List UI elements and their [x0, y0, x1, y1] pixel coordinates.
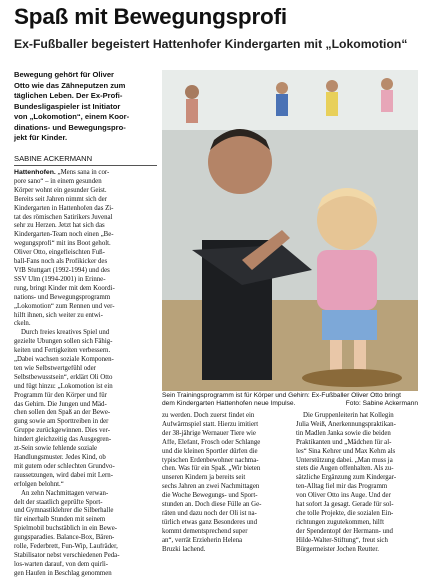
article-photo	[162, 70, 418, 391]
text-line: An zehn Nachmittagen verwan-	[21, 489, 109, 497]
text-line: Kindergarten in Hattenhofen das Zi-	[14, 204, 114, 212]
text-line: los-warten darauf, von dem quirli-	[14, 560, 109, 568]
article-lead	[14, 70, 157, 144]
text-line: Bruzki lachend.	[162, 545, 206, 553]
text-line: „Lokomotion“ zum Rennen und ver-	[14, 302, 115, 310]
lead-line: täglichen Leben. Der Ex-Profi-	[14, 91, 123, 100]
text-line: gungsparadies. Balance-Box, Bären-	[14, 534, 115, 542]
text-line: hindert gleichzeitig das Ausgegren-	[14, 436, 112, 444]
text-line: an“, verrät Erzieherin Helena	[162, 536, 243, 544]
text-line: che tolle Projekte, die sozialen Ein-	[296, 509, 394, 517]
text-line: nations- und Bewegungsprogramm	[14, 293, 111, 301]
text-line: gezielte Übungen sollen sich Fähig-	[14, 338, 113, 346]
text-line: richtungen zugutekommen, hilft	[296, 518, 384, 526]
text-line: unseren Kindern ja bereits seit	[162, 474, 246, 482]
text-line: Spielmobil buchstäblich in ein Bewe-	[14, 525, 118, 533]
text-line: Handlungsmuster. Jedes Kind, ob	[14, 454, 106, 461]
text-line: Stabilisator nebst verschiedenen Peda-	[14, 551, 120, 559]
lead-line: Bewegung gehört für Oliver	[14, 70, 114, 79]
text-line: gen Haufen in Beschlag genommen	[14, 569, 112, 577]
text-line: Affe, Elefant, Frosch oder Schlange	[162, 438, 261, 446]
text-line: Bereits seit Jahren nimmt sich der	[14, 195, 107, 203]
article-headline: Spaß mit Bewegungsprofi	[14, 4, 287, 29]
text-column-3	[296, 412, 418, 555]
text-line: delt der staatlich geprüfte Sport-	[14, 498, 103, 506]
text-line	[14, 169, 157, 178]
text-line: stunden an. Doch diese Fülle an Ge-	[162, 501, 262, 509]
photo-credit: Foto: Sabine Ackermann	[345, 400, 418, 408]
text-line: ball-Fans noch als Profikicker des	[14, 258, 108, 266]
text-column-1	[14, 169, 157, 579]
text-line: und die kleinen Sportler dürfen die	[162, 447, 258, 455]
text-line: zu werden. Doch zuerst findet ein	[162, 412, 255, 419]
text-line: räten und dazu noch der Oli ist na-	[162, 509, 257, 517]
text-line: tin Madlen Janka sowie die beiden	[296, 429, 391, 437]
text-line: Oliver Otto, eingefleischten Fuß-	[14, 249, 105, 257]
text-line: keiten und Fertigkeiten verbessern.	[14, 347, 111, 355]
text-line: mit gutem oder schlechten Grundvo-	[14, 462, 115, 470]
text-line: hilft ihnen, sich weiter zu entwi-	[14, 311, 103, 319]
text-line: türlich etwas ganz Besonderes und	[162, 518, 258, 526]
gym-wall	[162, 70, 418, 130]
text-line: die Woche Bewegungs- und Sport-	[162, 492, 258, 500]
dateline: Hattenhofen.	[14, 169, 56, 176]
text-line: das Gehirn. Die Jungen und Mäd-	[14, 400, 107, 408]
text-line: sätzliche Ergänzung zum Kindergar-	[296, 474, 397, 482]
text-line: und Gymnastiklehrer die Silberhalle	[14, 507, 114, 515]
text-line: und fügt hinzu: „Lokomotion ist ein	[14, 382, 113, 390]
lead-line: jekt für Kinder.	[14, 133, 68, 142]
text-line: Durch freies kreatives Spiel und	[21, 329, 110, 337]
text-line: gung sowie am Sporttreiben in der	[14, 418, 109, 426]
text-line: sechs Jahren an zwei Nachmittagen	[162, 483, 260, 491]
text-line: pore sano“ – in einem gesunden	[14, 177, 102, 185]
caption-line	[162, 400, 418, 408]
text-line-rest: „Mens sana in cor-	[55, 169, 110, 176]
text-line: Selbstbewusstsein“, erklärt Oli Otto	[14, 373, 113, 381]
text-line: rolle, Federbrett, Fun-Wip, Laufräder,	[14, 543, 118, 551]
photo-illustration	[162, 70, 418, 391]
text-line: der Spendentopf der Hermann- und	[296, 527, 393, 535]
text-line: stets die Augen offenhalten. Als zu-	[296, 465, 394, 473]
text-line: Praktikanten und „Mädchen für al-	[296, 438, 392, 446]
text-line: kommt dementsprechend super	[162, 527, 248, 535]
text-line: les“ Sina Kehrer und Max Kehm als	[296, 447, 396, 455]
text-line: zt-Sein sowie fehlende soziale	[14, 445, 98, 453]
text-line: „Dabei wachsen soziale Komponen-	[14, 356, 114, 364]
text-line: Gruppe zurückgewinnen. Dies ver-	[14, 427, 111, 435]
text-line: für einerhalb Stunden mit seinem	[14, 516, 106, 524]
photo-caption	[162, 392, 418, 409]
balance-board	[302, 369, 402, 387]
text-line: ckeln.	[14, 320, 31, 328]
text-line: ten wie Selbstwertgefühl oder	[14, 364, 96, 372]
text-line: hat sofort Ja gesagt. Gerade für sol-	[296, 501, 394, 509]
lead-line: Bundesligaspieler ist Initiator	[14, 101, 121, 111]
lead-line: dinations- und Bewegungspro-	[14, 122, 126, 132]
text-line: sehr zu Herzen. Jetzt hat sich das	[14, 222, 105, 230]
text-line: raussetzungen, wird dabei mit Lern-	[14, 471, 114, 479]
text-line: SSV Ulm (1994-2001) in Erinne-	[14, 275, 106, 283]
article-subheadline: Ex-Fußballer begeistert Hattenhofer Kindergarten mit „Lokomotion“	[14, 37, 408, 51]
caption-line: Sein Trainingsprogramm ist für Körper und Gehirn: Ex-Fußballer Oliver Otto bringt	[162, 392, 401, 399]
text-line: wegungsprofi“ mit ins Boot geholt.	[14, 240, 111, 248]
text-column-2	[162, 412, 290, 555]
text-line: erfolgen belohnt.“	[14, 480, 64, 488]
text-line: VfB Stuttgart (1992-1994) und des	[14, 266, 110, 274]
caption-text: dem Kindergarten Hattenhofen neue Impulse.	[162, 400, 296, 408]
text-line: der 38-jährige Wernauer Tiere wie	[162, 429, 256, 437]
text-line: chen sollen den Spaß an der Bewe-	[14, 409, 111, 417]
lead-line: von „Lokomotion“, einem Koor-	[14, 112, 130, 121]
text-line: Julia Weiß, Anerkennungspraktikan-	[296, 420, 396, 428]
text-line: Aufwärmspiel statt. Hierzu imitiert	[162, 420, 259, 428]
text-line: Bürgermeister Jochen Reutter.	[296, 545, 379, 553]
text-line: Körper wohnt ein gesunder Geist.	[14, 186, 107, 194]
text-line: typischen Erdenbewohner nachma-	[162, 456, 259, 464]
text-line: Kindergarten-Team noch einen „Be-	[14, 231, 114, 239]
text-line: tat des römischen Satirikers Juvenal	[14, 213, 113, 221]
text-line: chen. Was für ein Spaß. „Wir bieten	[162, 465, 261, 473]
text-line: Hilde-Walter-Stiftung“, freut sich	[296, 536, 388, 544]
author-byline: SABINE ACKERMANN	[14, 154, 157, 166]
text-line: von Oliver Otto ins Auge. Und der	[296, 492, 391, 500]
text-line: Die Gruppenleiterin hat Kollegin	[303, 412, 394, 419]
text-line: rung, bringt Kinder mit dem Koordi-	[14, 284, 115, 292]
lead-line: Otto wie das Zähneputzen zum	[14, 80, 126, 90]
text-line: Unterstützung dabei. „Man muss ja	[296, 456, 393, 464]
text-line: ten-Alltag fiel mir das Programm	[296, 483, 388, 491]
text-line: Programm für den Körper und für	[14, 391, 107, 399]
